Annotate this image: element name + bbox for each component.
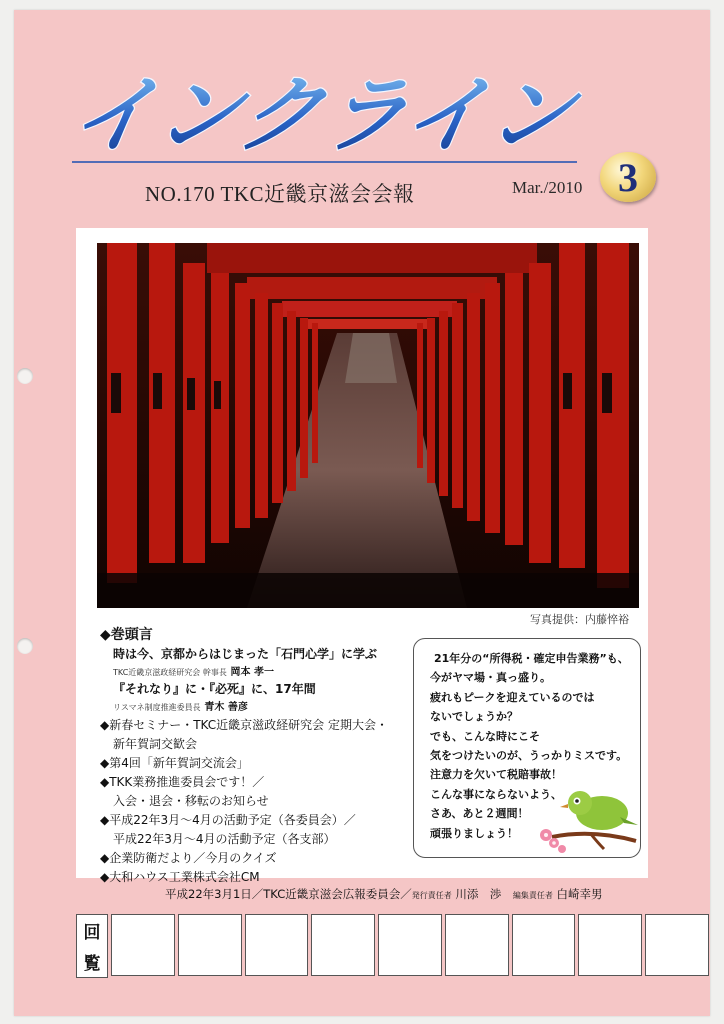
punch-hole-top (17, 368, 33, 384)
circulation-label: 回 覧 (76, 914, 108, 978)
punch-hole-bottom (17, 638, 33, 654)
toc-article-1: 時は今、京都からはじまった「石門心学」に学ぶ (113, 647, 378, 661)
stamp-box[interactable] (178, 914, 242, 976)
bird-on-branch-icon (532, 779, 640, 853)
stamp-box[interactable] (445, 914, 509, 976)
stamp-box[interactable] (111, 914, 175, 976)
toc-heading: ◆巻頭言 (100, 627, 153, 643)
toc-item: ◆大和ハウス工業株式会社CM (100, 870, 260, 884)
message-box (413, 638, 641, 858)
table-of-contents (100, 624, 400, 887)
stamp-box[interactable] (245, 914, 309, 976)
masthead-title (62, 62, 582, 170)
message-text: 21年分の“所得税・確定申告業務”も、 今がヤマ場・真っ盛り。 疲れもピークを迎えているのでは ないでしょうか？ でも、こんな時にこそ 気をつけたいのが、うっかりミスです。 注意力を欠いて税賠事故！ こんな事にならないよう、 さあ、あと２週間！ 頑張りましょう！ (430, 652, 629, 840)
publication-footer: 平成22年3月1日／TKC近畿京滋会広報委員会／発行責任者 川添 渉 編集責任者 白崎幸男 (165, 887, 603, 901)
stamp-box[interactable] (578, 914, 642, 976)
toc-item: ◆TKK業務推進委員会です！／ (100, 775, 265, 789)
masthead-title-text: インクライン (64, 65, 582, 164)
toc-item: 新年賀詞交歓会 (113, 737, 198, 751)
toc-article-2: 『それなり』に・『必死』に、17年間 (113, 682, 316, 696)
photo-credit: 写真提供：内藤悴裕 (530, 613, 629, 626)
issue-date: Mar./2010 (512, 178, 583, 197)
toc-item: ◆新春セミナー・TKC近畿京滋政経研究会 定期大会・ (100, 718, 388, 732)
circulation-stamp-boxes (111, 914, 709, 976)
torii-tunnel-photo (97, 243, 639, 608)
stamp-box[interactable] (645, 914, 709, 976)
toc-item: ◆平成22年3月～4月の活動予定（各委員会）／ (100, 813, 356, 827)
toc-item: 入会・退会・移転のお知らせ (113, 794, 269, 808)
toc-article-1-author: TKC近畿京滋政経研究会 幹事長 岡本 孝一 (113, 667, 274, 678)
toc-article-2-author: リスマネ制度推進委員長 青木 善彦 (113, 702, 248, 713)
toc-item: ◆企業防衛だより／今月のクイズ (100, 851, 277, 865)
toc-item: ◆第4回「新年賀詞交流会」 (100, 756, 249, 770)
stamp-box[interactable] (311, 914, 375, 976)
stamp-box[interactable] (512, 914, 576, 976)
month-badge: 3 (600, 152, 656, 202)
stamp-box[interactable] (378, 914, 442, 976)
toc-item: 平成22年3月～4月の活動予定（各支部） (113, 832, 336, 846)
issue-line: NO.170 TKC近畿京滋会会報 (145, 182, 415, 206)
